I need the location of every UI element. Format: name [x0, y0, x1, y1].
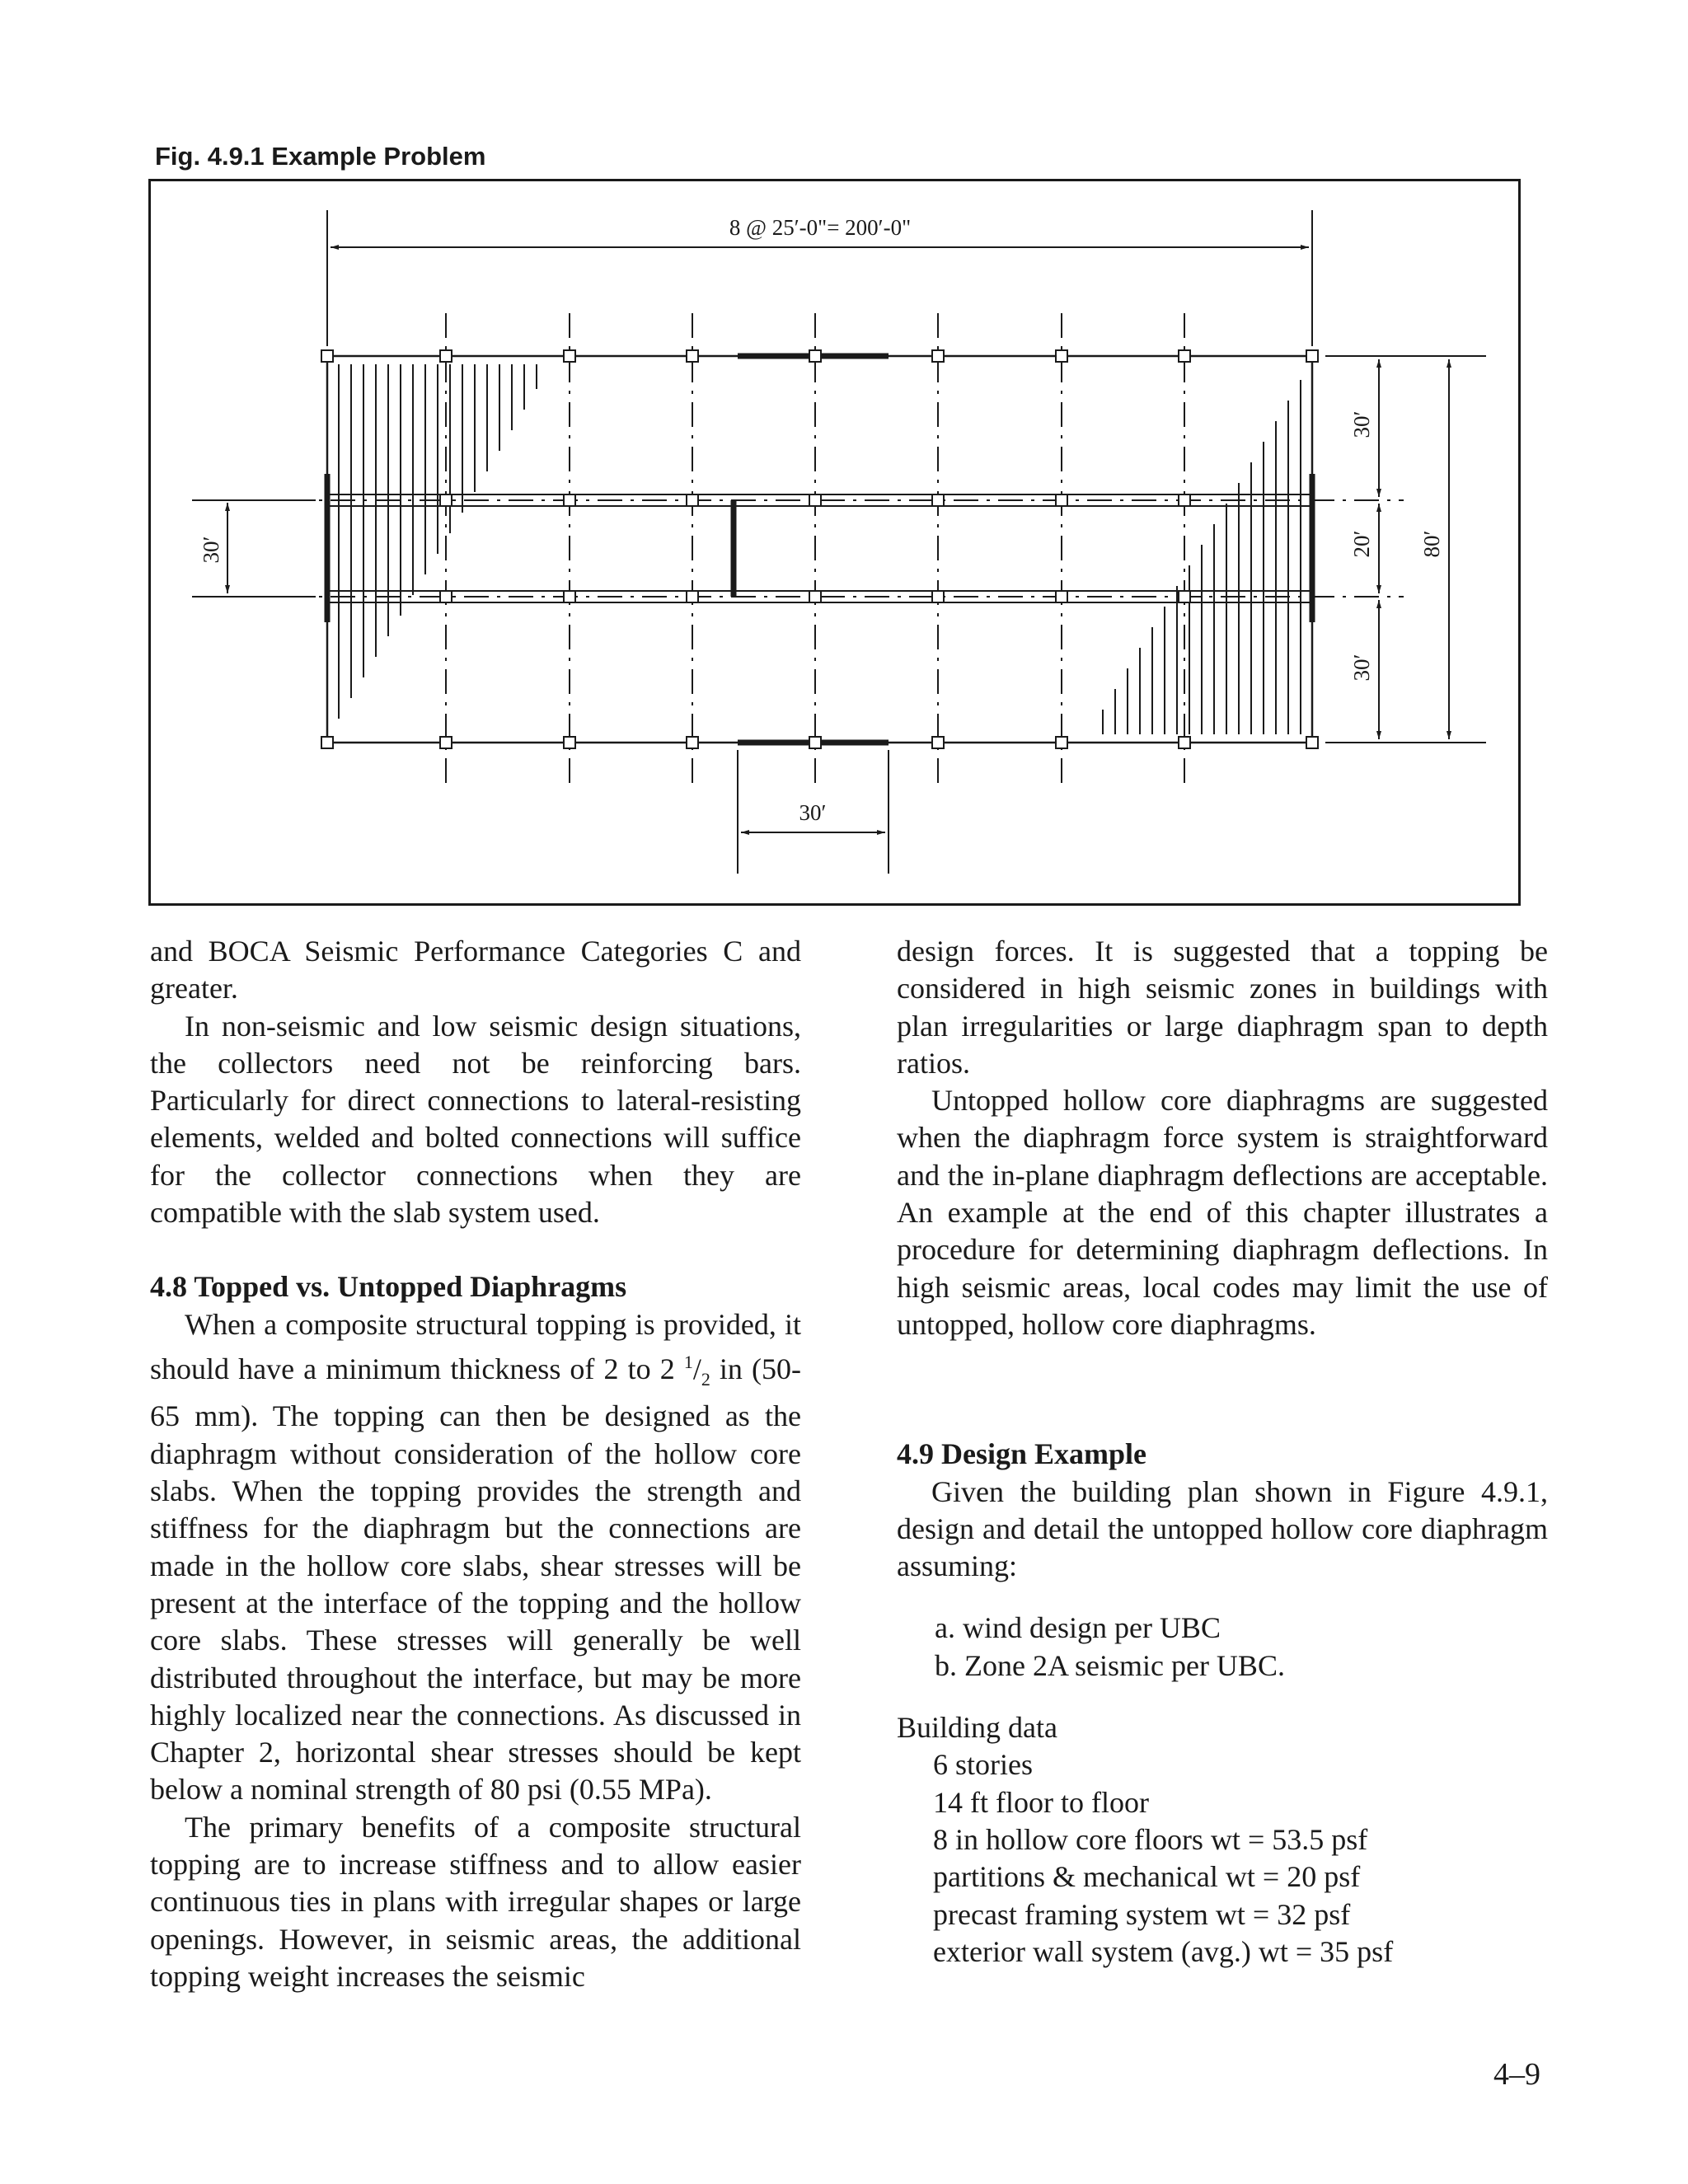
column-marker — [809, 737, 821, 748]
left-paragraph-1: and BOCA Seismic Performance Categories C and greater. — [150, 935, 801, 1005]
page-number: 4–9 — [1493, 2057, 1540, 2092]
column-marker — [440, 737, 452, 748]
building-data-item: 6 stories — [933, 1748, 1033, 1782]
list-item: a. wind design per UBC — [935, 1611, 1221, 1645]
column-marker — [1179, 591, 1190, 602]
column-marker — [1056, 591, 1067, 602]
left-paragraph-4: The primary benefits of a composite structural topping are to increase stiffness and to allow easier continuous ties in plans with irregular shapes or large openings. However, in seismic areas, the additional topping weight increases the seismic — [150, 1810, 801, 1993]
left-paragraph-2: In non-seismic and low seismic design situations, the collectors need not be reinforcing bars. Particularly for direct connections to lateral-resisting elements, welded and bolted connections will suffice for the collector connections when they are compatible with the slab system used. — [150, 1009, 801, 1230]
column-marker — [564, 591, 575, 602]
column-marker — [440, 494, 452, 506]
columns — [321, 350, 1318, 748]
column-marker — [809, 494, 821, 506]
left-paragraph-3: When a composite structural topping is provided, it should have a minimum thickness of 2 to 2 $^1/_2$ in (50-65 mm). The topping can then be designed as the diaphragm without consideration of the hollow core slabs. When the topping provides the strength and stiffness for the diaphragm but the connections are made in the hollow core slabs, shear stresses will be present at the interface of the topping and the hollow core slabs. These stresses will generally be well distributed throughout the interface, but may be more highly localized near the connections. As discussed in Chapter 2, horizontal shear stresses should be kept below a nominal strength of 80 psi (0.55 MPa). — [150, 1307, 801, 1807]
fraction-numerator: 1 — [683, 1351, 693, 1372]
section-heading-4-9: 4.9 Design Example — [897, 1437, 1147, 1471]
column-marker — [321, 737, 333, 748]
column-marker — [564, 737, 575, 748]
building-data-item: exterior wall system (avg.) wt = 35 psf — [933, 1934, 1394, 1968]
column-marker — [809, 350, 821, 362]
building-data-item: precast framing system wt = 32 psf — [933, 1897, 1351, 1931]
column-marker — [440, 350, 452, 362]
right-paragraph-2: Untopped hollow core diaphragms are suggested when the diaphragm force system is straightforward and the in-plane diaphragm deflections are acceptable. An example at the end of this chapter illustrates a procedure for determining diaphragm deflections. In high seismic areas, local codes may limit the use of untopped, hollow core diaphragms. — [897, 1084, 1548, 1341]
right-paragraph-3: Given the building plan shown in Figure 4.9.1, design and detail the untopped hollow core diaphragm assuming: — [897, 1474, 1548, 1583]
column-marker — [440, 591, 452, 602]
dimension-right-bottom-label: 30′ — [1349, 654, 1374, 682]
column-marker — [1179, 350, 1190, 362]
load-hatching-right — [1103, 380, 1301, 734]
column-marker — [564, 494, 575, 506]
dimension-top-label: 8 @ 25′-0"= 200′-0" — [729, 215, 912, 240]
list-item: b. Zone 2A seismic per UBC. — [935, 1648, 1285, 1682]
column-marker — [932, 737, 944, 748]
column-marker — [687, 350, 698, 362]
building-plan-drawing — [151, 181, 1523, 908]
dimension-right-total-label: 80′ — [1419, 530, 1444, 558]
dimension-right-middle-label: 20′ — [1349, 530, 1374, 558]
building-data-item: 8 in hollow core floors wt = 53.5 psf — [933, 1822, 1368, 1856]
building-data-item: partitions & mechanical wt = 20 psf — [933, 1860, 1361, 1894]
dimension-left-label: 30′ — [199, 536, 223, 564]
building-data-title: Building data — [897, 1711, 1057, 1745]
column-marker — [687, 737, 698, 748]
column-marker — [687, 591, 698, 602]
column-marker — [932, 591, 944, 602]
right-column — [897, 933, 1548, 1971]
column-marker — [1056, 350, 1067, 362]
column-marker — [1056, 737, 1067, 748]
column-marker — [564, 350, 575, 362]
column-marker — [687, 494, 698, 506]
column-marker — [809, 591, 821, 602]
figure-caption: Fig. 4.9.1 Example Problem — [155, 142, 486, 171]
column-marker — [1056, 494, 1067, 506]
left-column — [150, 933, 801, 1995]
grid-lines — [241, 313, 1404, 791]
column-marker — [1179, 737, 1190, 748]
dimension-bottom-label: 30′ — [799, 800, 827, 825]
dimension-right-top-label: 30′ — [1349, 410, 1374, 438]
column-marker — [932, 494, 944, 506]
column-marker — [1306, 737, 1318, 748]
figure-frame — [148, 179, 1521, 906]
building-data-item: 14 ft floor to floor — [933, 1785, 1149, 1819]
right-paragraph-1: design forces. It is suggested that a topping be considered in high seismic zones in buildings with plan irregularities or large diaphragm span to depth ratios. — [897, 935, 1548, 1080]
column-marker — [932, 350, 944, 362]
fraction-denominator: 2 — [701, 1369, 710, 1390]
section-heading-4-8: 4.8 Topped vs. Untopped Diaphragms — [150, 1270, 627, 1304]
load-hatching-left — [339, 364, 537, 719]
column-marker — [1306, 350, 1318, 362]
column-marker — [321, 350, 333, 362]
column-marker — [1179, 494, 1190, 506]
